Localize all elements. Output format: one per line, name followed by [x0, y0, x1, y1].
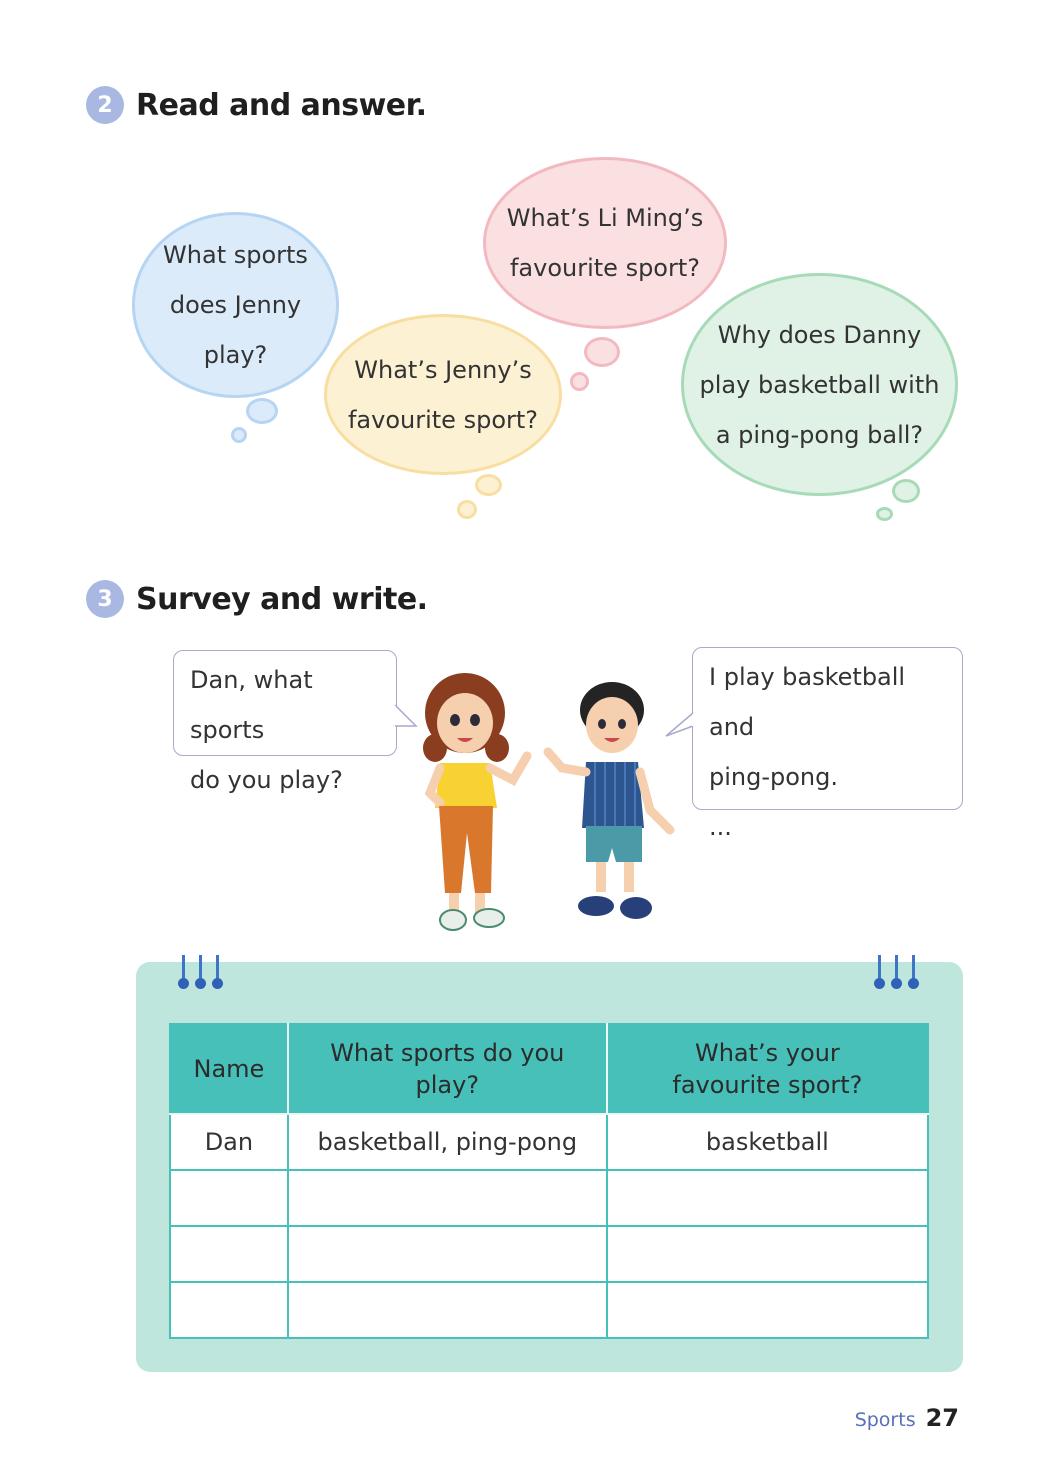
- binder-rings-right: [874, 955, 919, 989]
- speech-line: ...: [709, 813, 732, 841]
- binder-ring-icon: [195, 955, 206, 989]
- bubble-line: What’s Jenny’s: [354, 355, 532, 384]
- cell-favourite[interactable]: [607, 1170, 928, 1226]
- thought-dot: [584, 337, 620, 367]
- cell-sports[interactable]: [288, 1170, 607, 1226]
- thought-dot: [876, 507, 893, 521]
- cell-sports[interactable]: [288, 1282, 607, 1338]
- table-header-row: [170, 1024, 928, 1114]
- thought-dot: [231, 427, 247, 443]
- thought-bubble-danny-why: [681, 273, 958, 496]
- thought-dot: [892, 479, 920, 503]
- speech-bubble-boy: [692, 647, 963, 841]
- speech-line: ping-pong.: [709, 763, 838, 791]
- section-number-badge: 3: [86, 580, 124, 618]
- section-number-badge: 2: [86, 86, 124, 124]
- binder-ring-icon: [212, 955, 223, 989]
- speech-bubble-girl: [173, 650, 397, 794]
- cell-name[interactable]: [170, 1226, 288, 1282]
- bubble-line: play basketball with: [699, 370, 940, 399]
- bubble-line: play?: [203, 341, 268, 369]
- table-row: [170, 1226, 928, 1282]
- boy-illustration: [540, 680, 685, 928]
- bubble-line: a ping-pong ball?: [715, 420, 924, 449]
- thought-dot: [246, 398, 278, 424]
- bubble-line: What’s Li Ming’s: [506, 204, 704, 232]
- header-sports: What sports do you play?: [288, 1024, 607, 1114]
- binder-ring-icon: [891, 955, 902, 989]
- speech-line: do you play?: [190, 766, 343, 794]
- binder-rings-left: [178, 955, 223, 989]
- thought-dot: [570, 372, 589, 391]
- section-title: Survey and write.: [136, 581, 428, 617]
- section-2-heading: [86, 86, 427, 124]
- cell-favourite[interactable]: [607, 1226, 928, 1282]
- cell-favourite[interactable]: [607, 1282, 928, 1338]
- thought-bubble-liming-favourite: [483, 157, 727, 329]
- cell-sports: basketball, ping-pong: [288, 1114, 607, 1170]
- bubble-line: does Jenny: [169, 291, 302, 319]
- thought-dot: [457, 500, 477, 519]
- table-row: [170, 1114, 928, 1170]
- thought-bubble-jenny-favourite: [324, 314, 562, 475]
- thought-bubble-jenny-sports: [132, 212, 339, 398]
- binder-ring-icon: [874, 955, 885, 989]
- bubble-line: What sports: [163, 241, 308, 269]
- speech-line: I play basketball and: [709, 663, 906, 741]
- section-3-heading: [86, 580, 428, 618]
- bubble-line: Why does Danny: [717, 320, 922, 349]
- thought-dot: [475, 474, 502, 496]
- cell-sports[interactable]: [288, 1226, 607, 1282]
- page-footer: [855, 1404, 959, 1432]
- bubble-line: favourite sport?: [347, 405, 539, 434]
- cell-name[interactable]: [170, 1170, 288, 1226]
- table-row: [170, 1170, 928, 1226]
- cell-favourite: basketball: [607, 1114, 928, 1170]
- girl-illustration: [415, 668, 545, 940]
- bubble-line: favourite sport?: [509, 254, 700, 282]
- survey-table: [169, 1023, 929, 1339]
- header-name: Name: [170, 1024, 288, 1114]
- header-favourite: What’s your favourite sport?: [607, 1024, 928, 1114]
- table-row: [170, 1282, 928, 1338]
- cell-name[interactable]: [170, 1282, 288, 1338]
- cell-name: Dan: [170, 1114, 288, 1170]
- section-title: Read and answer.: [136, 87, 427, 123]
- page-number: 27: [925, 1404, 959, 1432]
- unit-label: Sports: [854, 1409, 916, 1431]
- binder-ring-icon: [178, 955, 189, 989]
- speech-line: Dan, what sports: [190, 666, 313, 744]
- binder-ring-icon: [908, 955, 919, 989]
